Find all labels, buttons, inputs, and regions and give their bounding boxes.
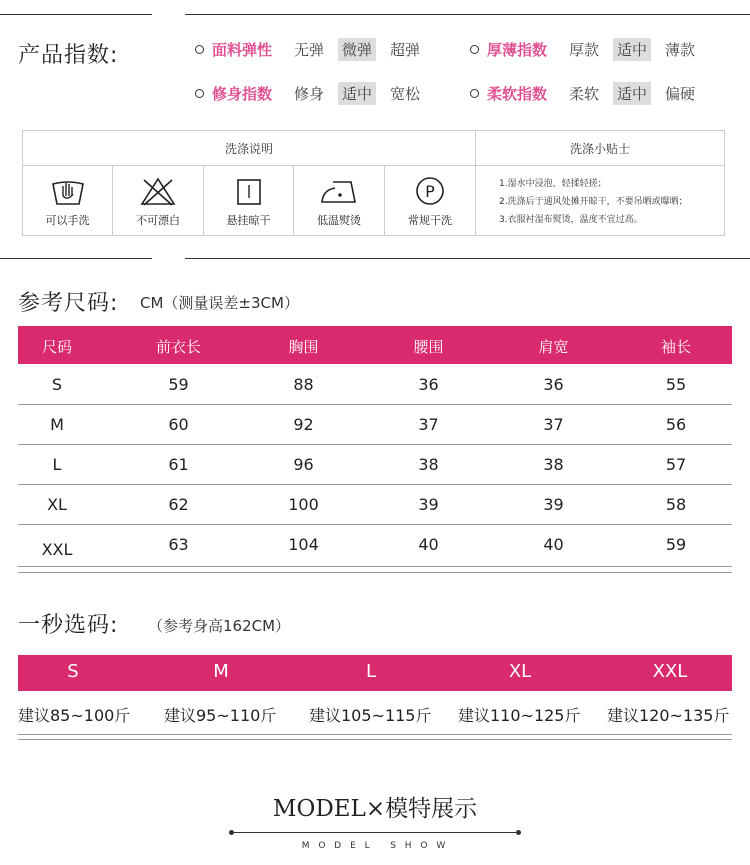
hand-wash-icon	[51, 176, 85, 206]
index-name: 修身指数	[212, 84, 273, 103]
header-chest: 胸围	[288, 338, 319, 356]
size-value-cell: 58	[665, 495, 687, 514]
index-option-selected: 适中	[613, 82, 651, 105]
svg-text:P: P	[425, 182, 435, 201]
size-table-header	[18, 326, 732, 364]
model-underline	[232, 832, 518, 833]
header-waist: 腰围	[413, 338, 444, 356]
care-label: 悬挂晾干	[226, 214, 271, 227]
pick-weight: 建议105~115斤	[309, 706, 432, 725]
pick-line-2	[18, 739, 732, 740]
index-group	[195, 38, 470, 61]
table-row-line	[18, 404, 732, 405]
circle-icon	[195, 45, 204, 54]
care-table	[22, 130, 725, 236]
size-value-cell: 92	[293, 415, 314, 434]
table-row-line	[18, 566, 732, 567]
quick-pick-sizes	[18, 655, 732, 691]
size-value-cell: 96	[293, 455, 314, 474]
pick-weight: 建议95~110斤	[164, 706, 277, 725]
size-label-cell: M	[50, 415, 64, 434]
index-row-1	[195, 37, 709, 61]
model-underline-dot-left	[229, 830, 234, 835]
pick-weight: 建议85~100斤	[18, 706, 131, 725]
care-tip: 1.湿水中浸泡，轻揉轻搓；	[499, 179, 607, 189]
size-ref-note: CM（测量误差±3CM）	[140, 294, 299, 312]
size-label-cell: S	[51, 375, 63, 394]
top-line-left	[0, 14, 152, 15]
size-ref-title: 参考尺码:	[18, 291, 119, 316]
size-value-cell: 56	[665, 415, 687, 434]
hang-dry-icon	[234, 176, 264, 206]
index-option-selected: 微弹	[338, 38, 376, 61]
index-row-2	[195, 81, 709, 105]
no-bleach-icon	[140, 176, 176, 206]
dry-clean-icon	[414, 176, 446, 206]
size-value-cell: 88	[293, 375, 314, 394]
low-iron-icon	[319, 176, 359, 206]
index-option: 柔软	[569, 84, 600, 103]
quick-pick-note: （参考身高162CM）	[148, 617, 291, 635]
care-label: 不可漂白	[136, 214, 180, 227]
header-shoulder: 肩宽	[538, 338, 569, 356]
size-label-cell: XXL	[41, 540, 73, 559]
index-option: 薄款	[665, 40, 696, 59]
index-option-selected: 适中	[613, 38, 651, 61]
index-option: 超弹	[390, 40, 421, 59]
pick-size: L	[365, 661, 377, 682]
size-value-cell: 39	[418, 495, 439, 514]
care-no-bleach	[113, 166, 204, 236]
size-value-cell: 36	[543, 375, 564, 394]
size-value-cell: 40	[418, 535, 439, 554]
care-label: 常规干洗	[408, 214, 452, 227]
index-name: 面料弹性	[212, 40, 273, 59]
table-row-line	[18, 484, 732, 485]
size-value-cell: 38	[543, 455, 564, 474]
care-hang-dry	[204, 166, 294, 236]
divider-line-right	[185, 258, 750, 259]
care-label: 可以手洗	[45, 214, 90, 227]
size-value-cell: 62	[168, 495, 189, 514]
care-label: 低温熨烫	[317, 214, 361, 227]
table-row-line	[18, 524, 732, 525]
size-value-cell: 61	[168, 455, 189, 474]
care-dry-clean	[385, 166, 476, 236]
model-subtitle: M O D E L S H O W	[301, 841, 449, 851]
care-tip: 3.衣服衬湿布熨烫，温度不宜过高。	[499, 215, 643, 225]
circle-icon	[470, 45, 479, 54]
pick-weight: 建议110~125斤	[458, 706, 581, 725]
size-value-cell: 38	[418, 455, 439, 474]
size-value-cell: 104	[288, 535, 319, 554]
size-value-cell: 57	[665, 455, 687, 474]
size-value-cell: 39	[543, 495, 564, 514]
divider-line-left	[0, 258, 152, 259]
pick-weight: 建议120~135斤	[607, 706, 730, 725]
index-option: 偏硬	[665, 84, 696, 103]
care-low-iron	[294, 166, 385, 236]
index-option: 修身	[294, 84, 325, 103]
index-option-selected: 适中	[338, 82, 376, 105]
table-bottom-line	[18, 572, 732, 573]
header-length: 前衣长	[155, 338, 201, 356]
size-value-cell: 100	[288, 495, 319, 514]
care-hand-wash	[23, 166, 113, 236]
care-tips	[499, 175, 688, 229]
model-underline-dot-right	[516, 830, 521, 835]
size-value-cell: 59	[168, 375, 189, 394]
header-sleeve: 袖长	[660, 338, 691, 356]
size-label-cell: XL	[47, 495, 67, 514]
pick-size: M	[213, 661, 229, 682]
size-value-cell: 60	[168, 415, 189, 434]
size-value-cell: 59	[665, 535, 687, 554]
table-row-line	[18, 444, 732, 445]
size-value-cell: 55	[665, 375, 687, 394]
pick-line-1	[18, 734, 732, 735]
pick-size: XL	[508, 661, 532, 682]
index-name: 柔软指数	[487, 84, 548, 103]
index-group	[470, 82, 709, 105]
pick-size: S	[67, 661, 79, 682]
size-value-cell: 36	[418, 375, 439, 394]
index-name: 厚薄指数	[487, 40, 548, 59]
size-value-cell: 37	[418, 415, 439, 434]
circle-icon	[470, 89, 479, 98]
quick-pick-title: 一秒选码:	[18, 613, 119, 638]
product-index-title: 产品指数:	[18, 43, 119, 68]
index-group	[470, 38, 709, 61]
size-value-cell: 37	[543, 415, 564, 434]
header-size: 尺码	[41, 338, 72, 356]
size-value-cell: 40	[543, 535, 564, 554]
model-title: MODEL×模特展示	[272, 796, 478, 822]
circle-icon	[195, 89, 204, 98]
tips-header: 洗涤小贴士	[476, 131, 724, 166]
index-option: 厚款	[569, 40, 600, 59]
index-option: 宽松	[390, 84, 421, 103]
pick-size: XXL	[652, 661, 688, 682]
index-group	[195, 82, 470, 105]
top-line-right	[185, 14, 750, 15]
size-label-cell: L	[52, 455, 62, 474]
care-tip: 2.洗涤后于通风处摊开晾干，不要吊晒或曝晒；	[499, 197, 688, 207]
size-value-cell: 63	[168, 535, 189, 554]
index-option: 无弹	[294, 40, 325, 59]
wash-header: 洗涤说明	[23, 131, 476, 166]
